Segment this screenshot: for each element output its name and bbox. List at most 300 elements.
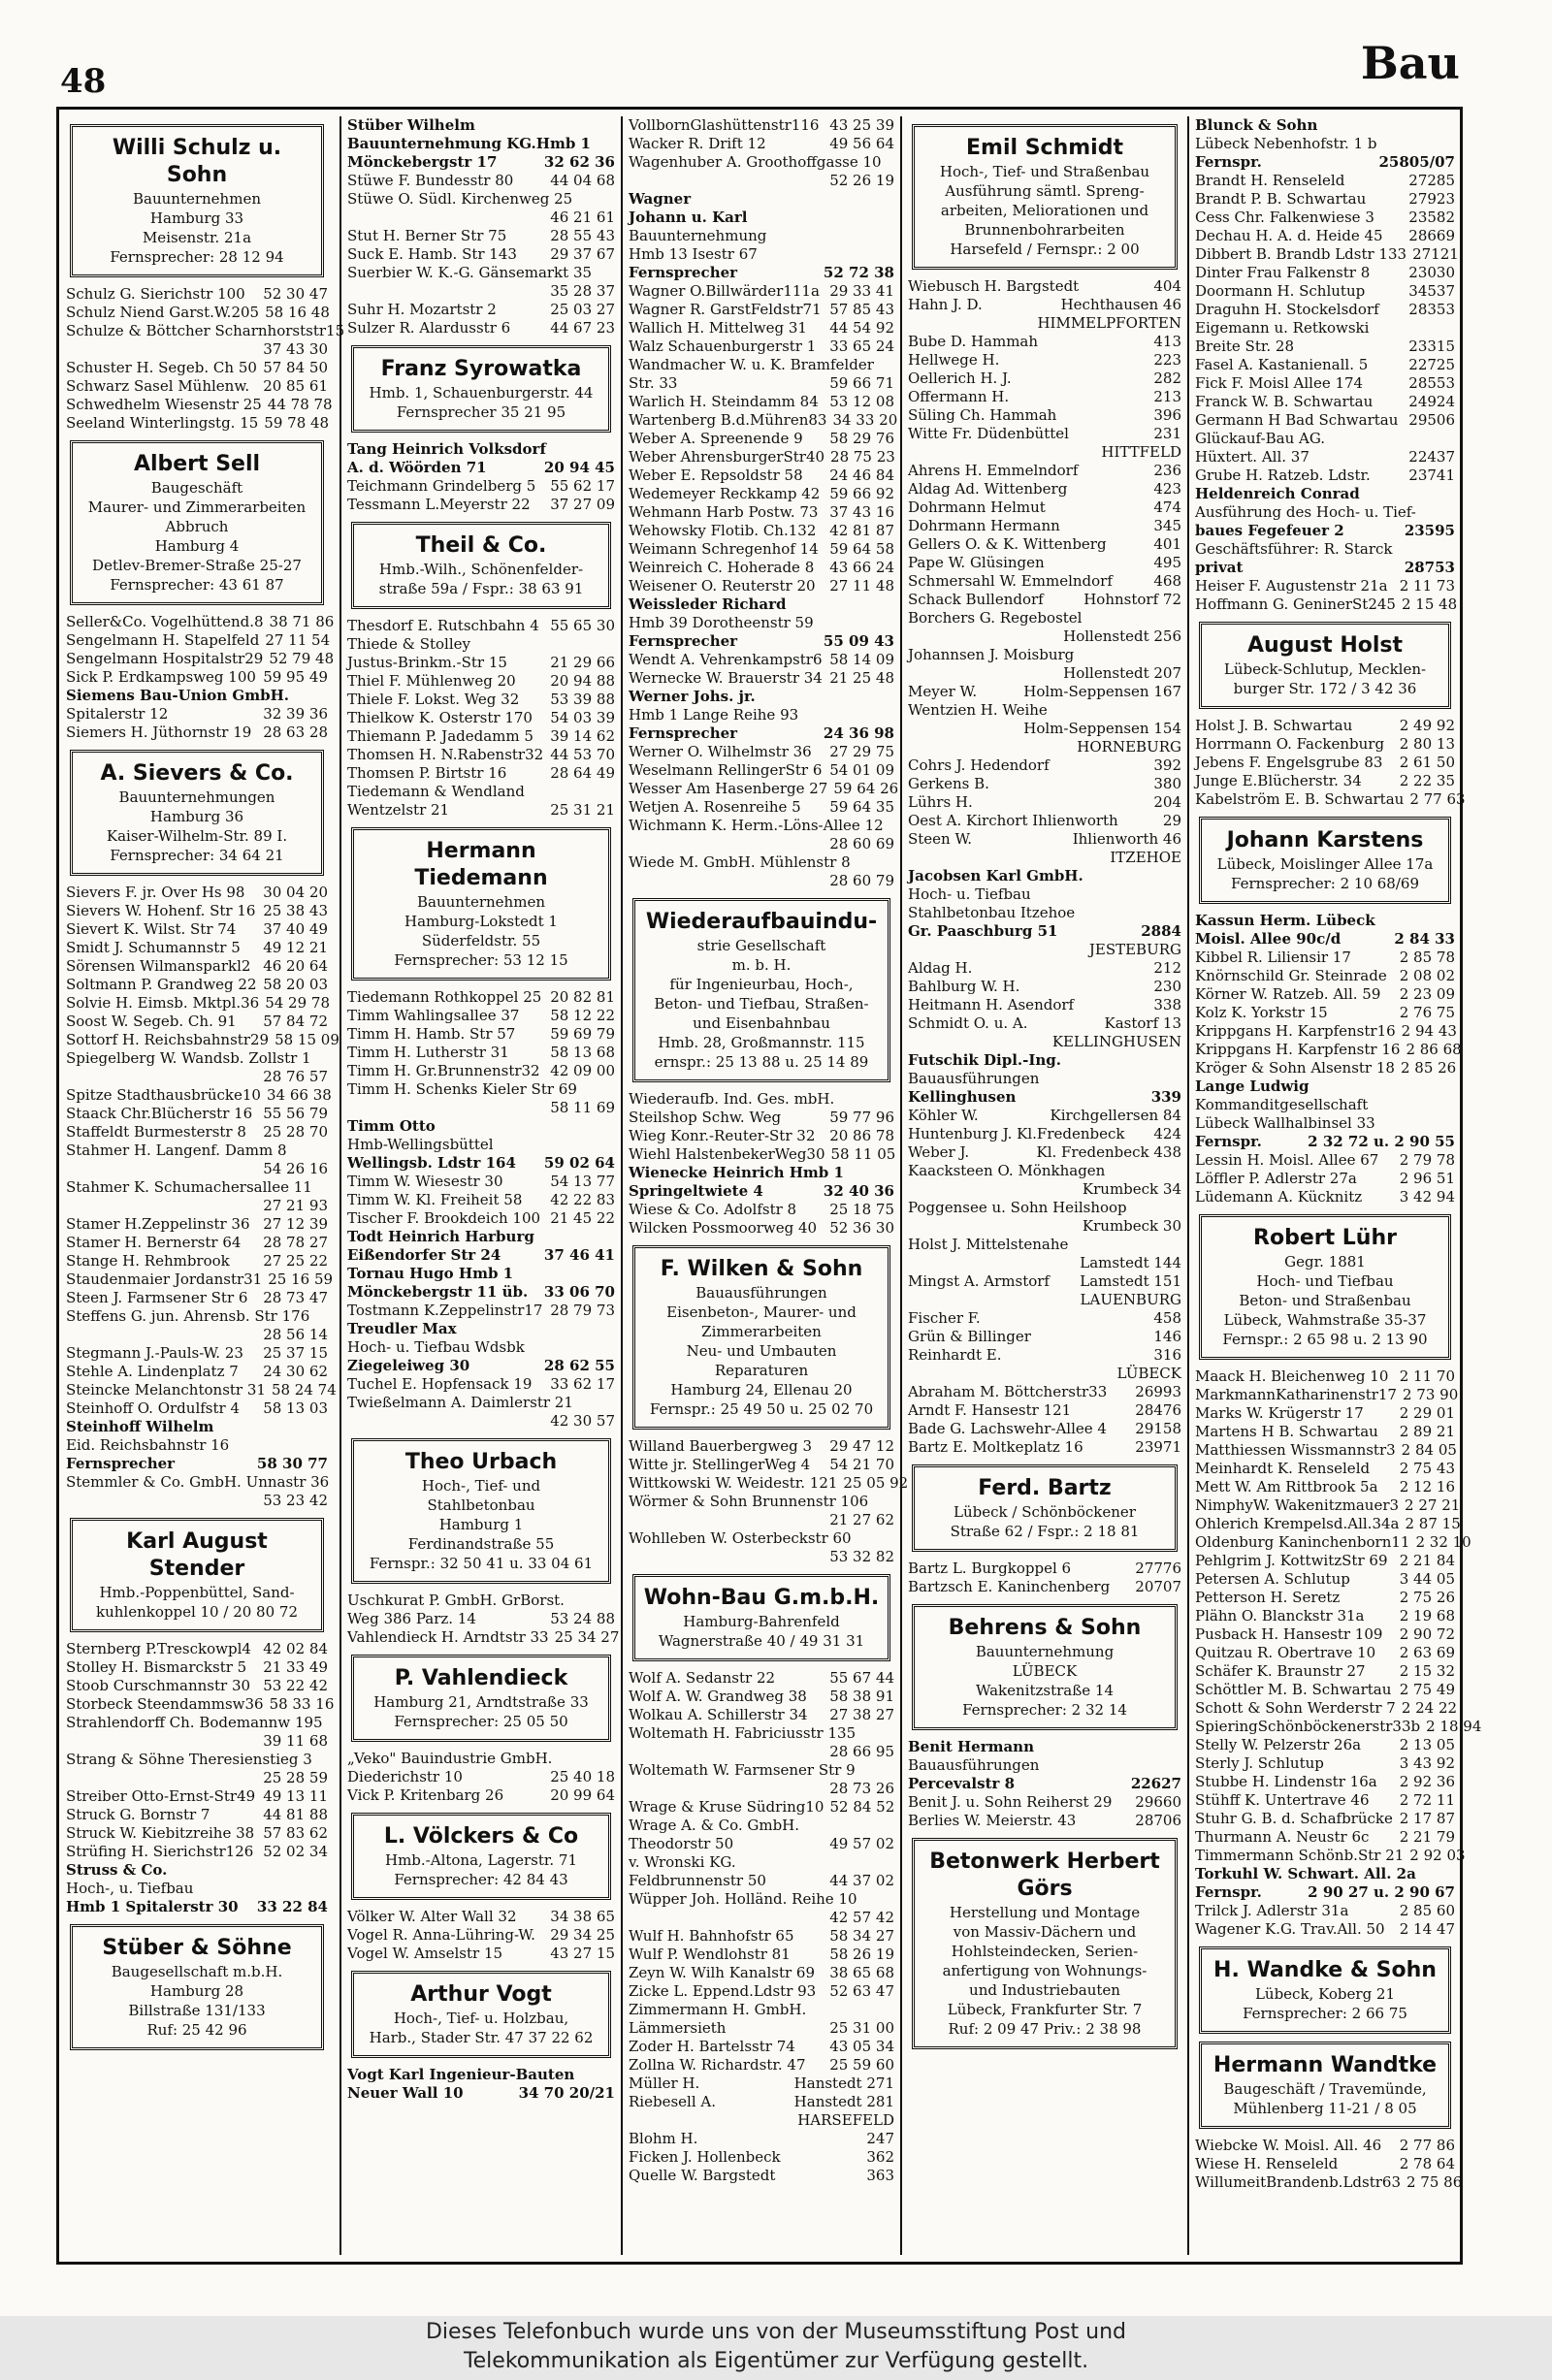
section-title: Bau xyxy=(1360,37,1460,89)
entry-name: Timm H. Hamb. Str 57 xyxy=(347,1025,516,1043)
entry-name: Steen W. xyxy=(908,830,973,848)
entry-name: Hmb 1 Lange Reihe 93 xyxy=(629,706,799,724)
entry-name: Wernecke W. Brauerstr 34 xyxy=(629,669,823,687)
entry-phone: 58 38 91 xyxy=(829,1688,894,1705)
entry-name: Lessin H. Moisl. Allee 67 xyxy=(1195,1151,1379,1169)
directory-entry xyxy=(1195,1478,1455,1496)
advertisement-line: Hamburg-Bahrenfeld xyxy=(683,1613,840,1630)
entry-name: Wilcken Possmoorweg 40 xyxy=(629,1219,818,1237)
directory-entry xyxy=(66,631,331,650)
entry-phone: 28 60 79 xyxy=(829,872,894,889)
directory-entry xyxy=(1195,1496,1461,1515)
entry-name: Vogel R. Anna-Lühring-W. xyxy=(347,1926,535,1944)
entry-phone: 58 14 09 xyxy=(829,651,894,668)
entry-name: MarkmannKatharinenstr17 xyxy=(1195,1386,1397,1403)
directory-entry xyxy=(66,668,328,687)
entry-phone: 58 33 16 xyxy=(269,1695,335,1713)
entry-name: Wiebcke W. Moisl. All. 46 xyxy=(1195,2137,1382,2154)
entry-name: Tostmann K.Zeppelinstr17 xyxy=(347,1302,543,1319)
entry-name: Holst J. B. Schwartau xyxy=(1195,717,1353,734)
entry-name: Pehlgrim J. KottwitzStr 69 xyxy=(1195,1552,1388,1569)
entry-phone: 46 21 61 xyxy=(550,209,615,226)
directory-entry xyxy=(347,1412,615,1431)
directory-entry xyxy=(347,282,615,301)
entry-phone: 468 xyxy=(1153,572,1181,590)
entry-name: Huntenburg J. Kl.Fredenbeck xyxy=(908,1125,1125,1142)
entry-phone: 25 31 00 xyxy=(829,2019,894,2037)
entry-name: Germann H Bad Schwartau xyxy=(1195,411,1399,429)
entry-phone: 29 33 41 xyxy=(829,282,894,300)
advertisement-line: Harb., Stader Str. 47 37 22 62 xyxy=(369,2029,594,2046)
entry-name: Oest A. Kirchort Ihlienworth xyxy=(908,812,1118,829)
entry-name: Steen J. Farmsener Str 6 xyxy=(66,1289,248,1306)
entry-phone: 53 22 42 xyxy=(263,1677,328,1694)
advertisement-title: H. Wandke & Sohn xyxy=(1213,1958,1437,1982)
advertisement-line: Herstellung und Montage xyxy=(949,1904,1141,1921)
entry-name: Meinhardt K. Renseleld xyxy=(1195,1460,1371,1477)
entry-name: Wellingsb. Ldstr 164 xyxy=(347,1154,516,1172)
entry-phone: 49 12 21 xyxy=(263,939,328,956)
entry-name: Geschäftsführer: R. Starck xyxy=(1195,540,1393,558)
entry-name: Stüber Wilhelm xyxy=(347,116,475,134)
entry-phone: 27 29 75 xyxy=(829,743,894,760)
advertisement-line: Fernsprecher: 2 10 68/69 xyxy=(1231,875,1419,892)
entry-name: Oellerich H. J. xyxy=(908,370,1012,387)
directory-entry xyxy=(629,2074,894,2093)
directory-entry xyxy=(1195,153,1455,172)
entry-name: Fernsprecher xyxy=(629,724,738,742)
entry-name: Kibbel R. Liliensir 17 xyxy=(1195,949,1351,966)
directory-entry xyxy=(908,996,1181,1014)
advertisement-line: Baugeschäft xyxy=(150,479,243,497)
entry-name: Bartz L. Burgkoppel 6 xyxy=(908,1560,1072,1577)
directory-entry xyxy=(1195,1533,1471,1552)
directory-entry xyxy=(908,1162,1181,1180)
entry-name: Brandt P. B. Schwartau xyxy=(1195,190,1367,208)
entry-name: Poggensee u. Sohn Heilshoop xyxy=(908,1199,1127,1216)
entry-phone: 363 xyxy=(866,2167,894,2184)
directory-entry xyxy=(1195,485,1455,503)
entry-name: Percevalstr 8 xyxy=(908,1775,1016,1792)
entry-phone: 42 22 83 xyxy=(550,1191,615,1208)
entry-name: Ziegeleiweg 30 xyxy=(347,1357,470,1374)
entry-name: Stemmler & Co. GmbH. Unnastr 36 xyxy=(66,1473,330,1491)
entry-name: Völker W. Alter Wall 32 xyxy=(347,1908,517,1925)
entry-phone: 2 73 90 xyxy=(1402,1386,1459,1403)
directory-entry xyxy=(908,646,1181,664)
directory-entry xyxy=(347,1908,615,1926)
entry-name: v. Wronski KG. xyxy=(629,1853,736,1871)
directory-entry xyxy=(1195,522,1455,540)
directory-entry xyxy=(629,227,894,245)
directory-entry xyxy=(66,1160,328,1178)
entry-name: Struck W. Kiebitzreihe 38 xyxy=(66,1824,255,1842)
advertisement-title: Betonwerk Herbert Görs xyxy=(929,1849,1160,1901)
directory-entry xyxy=(347,1357,615,1375)
page-number: 48 xyxy=(60,62,107,101)
entry-name: Krippgans H. Karpfenstr16 xyxy=(1195,1022,1396,1040)
directory-entry xyxy=(629,301,894,319)
entry-phone: 54 26 16 xyxy=(263,1160,328,1177)
directory-entry xyxy=(347,1628,620,1647)
directory-entry xyxy=(347,1191,615,1209)
entry-phone: Kirchgellersen 84 xyxy=(1050,1107,1181,1124)
directory-entry xyxy=(908,867,1181,885)
entry-phone: 46 20 64 xyxy=(263,957,328,975)
entry-phone: 28 56 14 xyxy=(263,1326,328,1343)
directory-entry xyxy=(629,1182,894,1201)
entry-phone: 32 40 36 xyxy=(823,1182,894,1200)
directory-entry xyxy=(1195,967,1455,985)
directory-entry xyxy=(1195,1902,1455,1920)
directory-entry xyxy=(1195,930,1455,949)
entry-phone: 2 79 78 xyxy=(1399,1151,1455,1169)
entry-phone: 2 78 64 xyxy=(1399,2155,1455,2172)
directory-entry xyxy=(629,1437,894,1456)
entry-phone: 24 46 84 xyxy=(829,466,894,484)
entry-name: Timm H. Gr.Brunnenstr32 xyxy=(347,1062,540,1079)
directory-entry xyxy=(629,245,894,264)
directory-entry xyxy=(629,338,894,356)
directory-entry xyxy=(908,1793,1181,1812)
directory-entry xyxy=(629,780,899,798)
entry-phone: 49 57 02 xyxy=(829,1835,894,1852)
directory-entry xyxy=(1195,319,1455,338)
entry-name: Weinreich C. Hoherade 8 xyxy=(629,559,815,576)
advertisement-line: Hamburg 4 xyxy=(154,537,240,555)
directory-entry xyxy=(908,1107,1181,1125)
directory-entry xyxy=(1195,1114,1455,1133)
entry-name: „Veko" Bauindustrie GmbH. xyxy=(347,1750,553,1767)
directory-entry xyxy=(629,135,894,153)
advertisement-box xyxy=(351,1971,611,2058)
directory-entry xyxy=(1195,448,1455,466)
directory-entry xyxy=(629,2001,894,2019)
directory-entry xyxy=(908,535,1181,554)
entry-name: Lührs H. xyxy=(908,793,973,811)
entry-name: Stuhr G. B. d. Schafbrücke xyxy=(1195,1810,1393,1827)
directory-entry xyxy=(1195,393,1455,411)
directory-entry xyxy=(629,761,894,780)
directory-entry xyxy=(66,1049,328,1068)
entry-phone: 29 34 25 xyxy=(550,1926,615,1944)
directory-entry xyxy=(347,245,615,264)
directory-entry xyxy=(66,359,328,377)
directory-entry xyxy=(66,396,333,414)
entry-name: Bauunternehmung xyxy=(629,227,767,244)
entry-name: Strang & Söhne Theresienstieg 3 xyxy=(66,1751,312,1768)
directory-entry xyxy=(66,377,328,396)
entry-name: Kolz K. Yorkstr 15 xyxy=(1195,1004,1328,1021)
advertisement-line: Stahlbetonbau xyxy=(427,1496,535,1514)
entry-phone: 25 59 60 xyxy=(829,2056,894,2074)
entry-name: Sottorf H. Reichsbahnstr29 xyxy=(66,1031,270,1048)
entry-phone: 21 29 66 xyxy=(550,654,615,671)
entry-name: Futschik Dipl.-Ing. xyxy=(908,1051,1061,1069)
entry-name: Arndt F. Hansestr 121 xyxy=(908,1401,1072,1419)
directory-entry xyxy=(66,1492,328,1510)
entry-phone: 58 20 03 xyxy=(263,976,328,993)
entry-name: Trilck J. Adlerstr 31a xyxy=(1195,1902,1349,1919)
advertisement-line: Hoch-, Tief- u. Holzbau, xyxy=(393,2010,569,2027)
directory-entry xyxy=(908,591,1181,609)
entry-phone: 54 01 09 xyxy=(829,761,894,779)
entry-phone: 2 29 01 xyxy=(1399,1404,1455,1422)
advertisement-line: burger Str. 172 / 3 42 36 xyxy=(1233,680,1417,697)
directory-entry xyxy=(66,322,345,340)
entry-phone: 2 15 32 xyxy=(1399,1662,1455,1680)
entry-name: Stelly W. Pelzerstr 26a xyxy=(1195,1736,1362,1753)
entry-name: Lübeck Wallhalbinsel 33 xyxy=(1195,1114,1375,1132)
entry-phone: 2 24 22 xyxy=(1401,1699,1458,1717)
directory-entry xyxy=(347,764,615,783)
entry-phone: 2 08 02 xyxy=(1399,967,1455,984)
directory-entry xyxy=(347,1283,615,1302)
entry-name: Wehmann Harb Postw. 73 xyxy=(629,503,819,521)
advertisement-box xyxy=(70,440,324,605)
entry-phone: 55 09 43 xyxy=(823,632,894,650)
entry-name: Gr. Paaschburg 51 xyxy=(908,922,1058,940)
entry-phone: 59 64 26 xyxy=(833,780,899,797)
directory-entry xyxy=(908,922,1181,941)
entry-phone: 2 75 86 xyxy=(1406,2173,1463,2191)
entry-name: Hmb 39 Dorotheenstr 59 xyxy=(629,614,814,631)
directory-entry xyxy=(1195,172,1455,190)
advertisement-line: Hmb. 1, Schauenburgerstr. 44 xyxy=(369,384,594,402)
advertisement-box xyxy=(912,124,1178,270)
advertisement-line: Lübeck-Schlutup, Mecklen- xyxy=(1223,660,1427,678)
entry-phone: 23315 xyxy=(1408,338,1455,355)
directory-entry xyxy=(66,1806,328,1824)
advertisement-title: F. Wilken & Sohn xyxy=(660,1257,863,1281)
advertisement-line: Hmb.-Poppenbüttel, Sand- xyxy=(99,1584,295,1601)
entry-phone: 474 xyxy=(1153,499,1181,516)
entry-name: Grün & Billinger xyxy=(908,1328,1031,1345)
directory-entry xyxy=(908,1328,1181,1346)
entry-phone: 22725 xyxy=(1408,356,1455,373)
entry-phone: 44 04 68 xyxy=(550,172,615,189)
entry-name: Hellwege H. xyxy=(908,351,1000,369)
entry-phone: 58 13 03 xyxy=(263,1399,328,1417)
directory-entry xyxy=(629,1529,894,1548)
entry-phone: 2 77 63 xyxy=(1409,790,1466,808)
entry-name: Soltmann P. Grandweg 22 xyxy=(66,976,257,993)
directory-entry xyxy=(66,1658,328,1677)
directory-entry xyxy=(1195,1773,1455,1791)
directory-entry xyxy=(629,503,894,522)
directory-entry xyxy=(629,522,894,540)
archive-notice-line-2: Telekommunikation als Eigentümer zur Verfügung gestellt. xyxy=(463,2349,1089,2373)
directory-entry xyxy=(908,683,1181,701)
entry-name: Stühff K. Untertrave 46 xyxy=(1195,1791,1370,1809)
advertisement-box xyxy=(351,1438,611,1584)
advertisement-line: Lübeck, Koberg 21 xyxy=(1254,1985,1396,2003)
advertisement-line: Hmb. 28, Großmannstr. 115 xyxy=(658,1034,865,1051)
directory-entry xyxy=(66,1123,328,1142)
directory-entry xyxy=(347,172,615,190)
entry-name: Theodorstr 50 xyxy=(629,1835,734,1852)
advertisement-line: Brunnenbohrarbeiten xyxy=(964,221,1125,239)
directory-entry xyxy=(629,724,894,743)
entry-phone: 25 31 21 xyxy=(550,801,615,819)
entry-phone: 27 25 22 xyxy=(263,1252,328,1270)
advertisement-line: Ruf: 2 09 47 Priv.: 2 38 98 xyxy=(948,2020,1142,2038)
entry-phone: 43 66 24 xyxy=(829,559,894,576)
directory-entry xyxy=(1195,1041,1462,1059)
entry-phone: 2 90 72 xyxy=(1399,1625,1455,1643)
entry-phone: Ihlienworth 46 xyxy=(1072,830,1181,848)
entry-phone: 2 85 78 xyxy=(1399,949,1455,966)
entry-phone: 2 17 87 xyxy=(1399,1810,1455,1827)
entry-name: Vahlendieck H. Arndtstr 33 xyxy=(347,1628,549,1646)
entry-name: Dohrmann Helmut xyxy=(908,499,1046,516)
advertisement-line: kuhlenkoppel 10 / 20 80 72 xyxy=(96,1603,298,1621)
directory-entry xyxy=(66,902,328,920)
entry-phone: 27 12 39 xyxy=(263,1215,328,1233)
directory-entry xyxy=(66,1270,334,1289)
entry-name: Hmb 13 Isestr 67 xyxy=(629,245,758,263)
entry-phone: 49 56 64 xyxy=(829,135,894,152)
entry-name: Timm W. Wiesestr 30 xyxy=(347,1173,503,1190)
entry-phone: 27923 xyxy=(1408,190,1455,208)
entry-name: Wandmacher W. u. K. Bramfelder xyxy=(629,356,874,373)
entry-phone: 28 76 57 xyxy=(263,1068,328,1085)
entry-phone: 3 42 94 xyxy=(1399,1188,1455,1206)
directory-entry xyxy=(629,2167,894,2185)
directory-entry xyxy=(1195,1004,1455,1022)
directory-entry xyxy=(908,941,1181,959)
directory-entry xyxy=(908,1088,1181,1107)
entry-phone: 52 79 48 xyxy=(269,650,335,667)
directory-entry xyxy=(1195,1404,1455,1423)
entry-name: Sengelmann Hospitalstr29 xyxy=(66,650,264,667)
directory-entry xyxy=(66,1677,328,1695)
directory-entry xyxy=(629,190,894,209)
directory-entry xyxy=(1195,282,1455,301)
entry-name: Thielkow K. Osterstr 170 xyxy=(347,709,533,726)
entry-phone: 23030 xyxy=(1408,264,1455,281)
entry-name: Fernsprecher xyxy=(629,632,738,650)
entry-phone: 25 18 75 xyxy=(829,1201,894,1218)
directory-entry xyxy=(347,1265,615,1283)
entry-name: Weselmann RellingerStr 6 xyxy=(629,761,823,779)
entry-phone: 52 36 30 xyxy=(829,1219,894,1237)
advertisement-line: Bauunternehmen xyxy=(417,893,545,911)
directory-entry xyxy=(908,1365,1181,1383)
directory-entry xyxy=(629,1688,894,1706)
directory-entry xyxy=(1195,1515,1461,1533)
advertisement-line: Süderfeldstr. 55 xyxy=(421,932,541,949)
entry-phone: 2 21 79 xyxy=(1399,1828,1455,1846)
entry-name: Wiese H. Renseleld xyxy=(1195,2155,1339,2172)
advertisement-line: Fernspr.: 25 49 50 u. 25 02 70 xyxy=(649,1400,874,1418)
directory-entry xyxy=(1195,430,1455,448)
directory-entry xyxy=(66,1197,328,1215)
directory-entry xyxy=(908,1812,1181,1830)
directory-entry xyxy=(1195,245,1459,264)
entry-phone: 28 64 49 xyxy=(550,764,615,782)
directory-entry xyxy=(66,340,328,359)
entry-name: Schack Bullendorf xyxy=(908,591,1044,608)
entry-phone: 2 96 51 xyxy=(1399,1170,1455,1187)
entry-name: Ohlerich Krempelsd.All.34a xyxy=(1195,1515,1400,1532)
entry-phone: Lamstedt 151 xyxy=(1080,1272,1181,1290)
entry-name: Moisl. Allee 90c/d xyxy=(1195,930,1342,948)
entry-phone: 2 22 35 xyxy=(1399,772,1455,789)
advertisement-line: Hamburg 28 xyxy=(149,1982,244,2000)
advertisement-box xyxy=(1199,1946,1451,2034)
entry-name: Reinhardt E. xyxy=(908,1346,1002,1364)
entry-phone: 25 16 59 xyxy=(268,1270,334,1288)
entry-phone: 49 13 11 xyxy=(263,1787,328,1805)
directory-entry xyxy=(347,1044,615,1062)
entry-name: Wiede M. GmbH. Mühlenstr 8 xyxy=(629,853,851,871)
entry-phone: 2 72 11 xyxy=(1399,1791,1455,1809)
advertisement-title: Wiederaufbauindu- xyxy=(645,910,878,934)
entry-name: Twießelmann A. Daimlerstr 21 xyxy=(347,1394,573,1411)
entry-name: Vogel W. Amselstr 15 xyxy=(347,1945,503,1962)
advertisement-box xyxy=(70,750,324,876)
entry-name: Fasel A. Kastanienall. 5 xyxy=(1195,356,1369,373)
entry-phone: 20 82 81 xyxy=(550,988,615,1006)
directory-entry xyxy=(629,1872,894,1890)
entry-name: Dibbert B. Brandb Ldstr 133 xyxy=(1195,245,1407,263)
directory-entry xyxy=(347,1375,615,1394)
advertisement-line: Harsefeld / Fernspr.: 2 00 xyxy=(950,241,1140,258)
directory-entry xyxy=(66,1714,328,1732)
entry-name: Offermann H. xyxy=(908,388,1010,405)
directory-entry xyxy=(1195,1441,1455,1460)
entry-name: Hüxtert. All. 37 xyxy=(1195,448,1310,466)
entry-phone: 34 38 65 xyxy=(550,1908,615,1925)
directory-entry xyxy=(66,1455,328,1473)
entry-name: Timm H. Lutherstr 31 xyxy=(347,1044,509,1061)
entry-name: Hahn J. D. xyxy=(908,296,983,313)
entry-name: Meyer W. xyxy=(908,683,978,700)
entry-name: Benit J. u. Sohn Reiherst 29 xyxy=(908,1793,1113,1811)
entry-name: Thesdorf E. Rutschbahn 4 xyxy=(347,617,539,634)
entry-phone: 231 xyxy=(1153,425,1181,442)
entry-phone: 362 xyxy=(866,2148,894,2166)
entry-phone: 37 27 09 xyxy=(550,496,615,513)
directory-entry xyxy=(629,1090,894,1109)
entry-phone: 21 45 22 xyxy=(550,1209,615,1227)
entry-name: Breite Str. 28 xyxy=(1195,338,1294,355)
entry-name: Wallich H. Mittelweg 31 xyxy=(629,319,807,337)
directory-entry xyxy=(347,1338,615,1357)
entry-phone: 2 18 94 xyxy=(1426,1718,1482,1735)
directory-entry xyxy=(908,609,1181,627)
entry-name: Schulze & Böttcher Scharnhorststr15 xyxy=(66,322,345,339)
entry-phone: 2 15 48 xyxy=(1401,595,1458,613)
entry-phone: 30 04 20 xyxy=(263,884,328,901)
entry-phone: 2 63 69 xyxy=(1399,1644,1455,1661)
entry-phone: JESTEBURG xyxy=(1088,941,1181,958)
entry-phone: 53 23 42 xyxy=(263,1492,328,1509)
directory-entry xyxy=(908,1756,1181,1775)
advertisement-line: Lübeck / Schönböckener xyxy=(954,1503,1136,1521)
advertisement-box xyxy=(351,827,611,981)
directory-entry xyxy=(66,1086,332,1105)
directory-entry xyxy=(347,1926,615,1945)
entry-name: Bauunternehmung KG.Hmb 1 xyxy=(347,135,591,152)
directory-entry xyxy=(629,1145,894,1164)
advertisement-title: Johann Karstens xyxy=(1226,828,1424,852)
advertisement-line: und Eisenbahnbau xyxy=(693,1014,830,1032)
entry-name: Fernspr. xyxy=(1195,153,1262,171)
directory-entry xyxy=(1195,1920,1455,1939)
entry-name: Todt Heinrich Harburg xyxy=(347,1228,534,1245)
